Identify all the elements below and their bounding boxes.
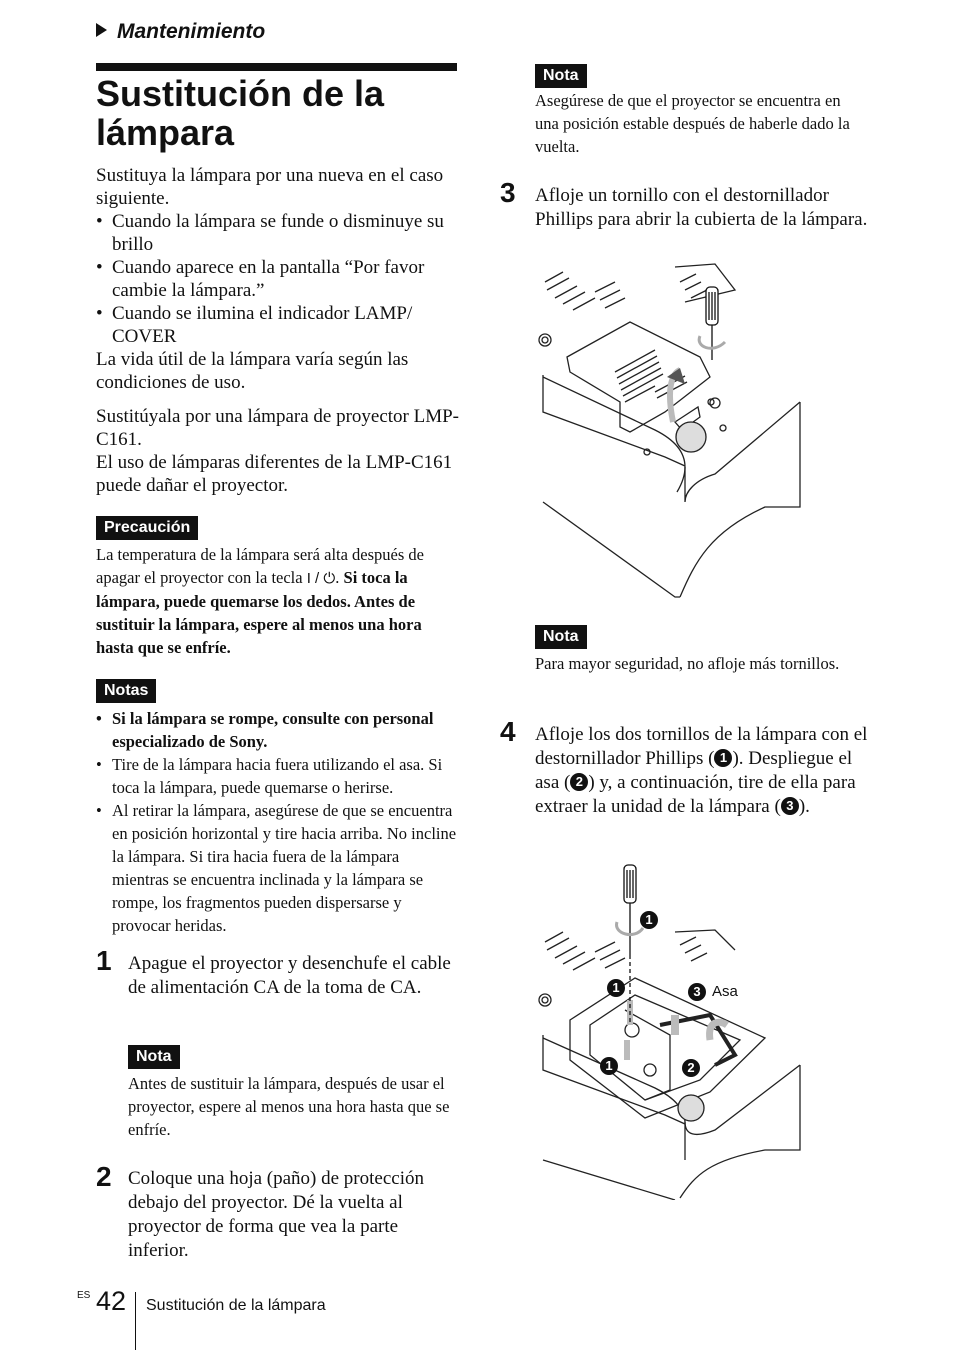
- list-item: • Cuando se ilumina el indicador LAMP/ COVER: [96, 302, 461, 348]
- caution-tag: Precaución: [96, 516, 198, 540]
- intro-block: [96, 164, 461, 497]
- list-item: • Cuando aparece en la pantalla “Por favor cambie la lámpara.”: [96, 256, 461, 302]
- step-text: Afloje un tornillo con el destornillador Phillips para abrir la cubierta de la lámpara.: [535, 185, 868, 230]
- figure-callout: [640, 911, 658, 931]
- step-text: Apague el proyector y desenchufe el cable de alimentación CA de la toma de CA.: [128, 953, 451, 998]
- list-item: • Al retirar la lámpara, asegúrese de que se encuentra en posición horizontal y tire hacia arriba. No incline la lámpara. Si tira hacia fuera de la lámpara mientras se encuentra inclinada y la lámpara se rompe, los fragmentos pueden dispersarse y provocar heridas.: [96, 799, 458, 937]
- figure-callout: [600, 1057, 618, 1077]
- intro-paragraph: El uso de lámparas diferentes de la LMP-C161 puede dañar el proyector.: [96, 452, 453, 496]
- note-text: Para mayor seguridad, no afloje más tornillos.: [535, 654, 840, 673]
- notes-tag: Notas: [96, 679, 156, 703]
- callout-1-icon: 1: [714, 749, 732, 767]
- callout-1-icon: 1: [607, 979, 625, 997]
- intro-paragraph: Sustituya la lámpara por una nueva en el caso siguiente.: [96, 165, 444, 209]
- step-text: Coloque una hoja (paño) de protección debajo del proyector. Dé la vuelta al proyector de forma que vea la parte inferior.: [128, 1168, 424, 1261]
- figure-lamp-removal: [535, 860, 810, 1200]
- note-text: Antes de sustituir la lámpara, después de usar el proyector, espere al menos una hora hasta que se enfríe.: [128, 1074, 450, 1139]
- power-key-symbol: I / ⏻: [306, 570, 336, 587]
- note-tag: Nota: [535, 625, 587, 649]
- page-number: 42: [96, 1286, 127, 1316]
- callout-1-icon: 1: [640, 911, 658, 929]
- notes-list: [96, 707, 458, 937]
- figure-callout: [682, 1059, 700, 1079]
- title-rule: [96, 63, 457, 71]
- note-tag: Nota: [535, 64, 587, 88]
- figure-callout: [688, 983, 706, 1003]
- step-number: 4: [500, 716, 516, 747]
- callout-3-icon: 3: [688, 983, 706, 1001]
- intro-paragraph: Sustitúyala por una lámpara de proyector LMP-C161.: [96, 406, 460, 450]
- list-item: • Cuando la lámpara se funde o disminuye su brillo: [96, 210, 461, 256]
- figure-lamp-cover: [535, 262, 810, 602]
- running-title: Sustitución de la lámpara: [146, 1297, 326, 1314]
- page-title: Sustitución de la lámpara: [96, 73, 385, 153]
- section-label: Mantenimiento: [117, 20, 266, 43]
- step-text: Afloje los dos tornillos de la lámpara con el destornillador Phillips ( 1 ). Despliegue el asa ( 2 ) y, a continuación, tire de ella para extraer la unidad de la lámpara ( 3 ).: [535, 724, 868, 817]
- footer-divider: [135, 1292, 136, 1350]
- footer-lang: ES: [77, 1290, 91, 1301]
- callout-1-icon: 1: [600, 1057, 618, 1075]
- note-text: Asegúrese de que el proyector se encuentra en una posición estable después de haberle dado la vuelta.: [535, 91, 850, 156]
- callout-2-icon: 2: [570, 773, 588, 791]
- list-item: • Si la lámpara se rompe, consulte con personal especializado de Sony.: [96, 707, 458, 753]
- figure-callout: [607, 979, 625, 999]
- intro-paragraph: La vida útil de la lámpara varía según las condiciones de uso.: [96, 349, 409, 393]
- callout-3-icon: 3: [781, 797, 799, 815]
- section-header: [96, 20, 265, 44]
- triangle-right-icon: [96, 23, 107, 37]
- callout-2-icon: 2: [682, 1059, 700, 1077]
- step-number: 2: [96, 1161, 112, 1192]
- handle-label: Asa: [712, 983, 738, 1000]
- list-item: • Tire de la lámpara hacia fuera utilizando el asa. Si toca la lámpara, puede quemarse o herirse.: [96, 753, 458, 799]
- note-tag: Nota: [128, 1045, 180, 1069]
- step-number: 3: [500, 177, 516, 208]
- caution-text: La temperatura de la lámpara será alta después de apagar el proyector con la tecla I / ⏻. Si toca la lámpara, puede quemarse los dedos. Antes de sustituir la lámpara, espere al menos una hora hasta que se enfríe.: [96, 545, 424, 657]
- step-number: 1: [96, 945, 112, 976]
